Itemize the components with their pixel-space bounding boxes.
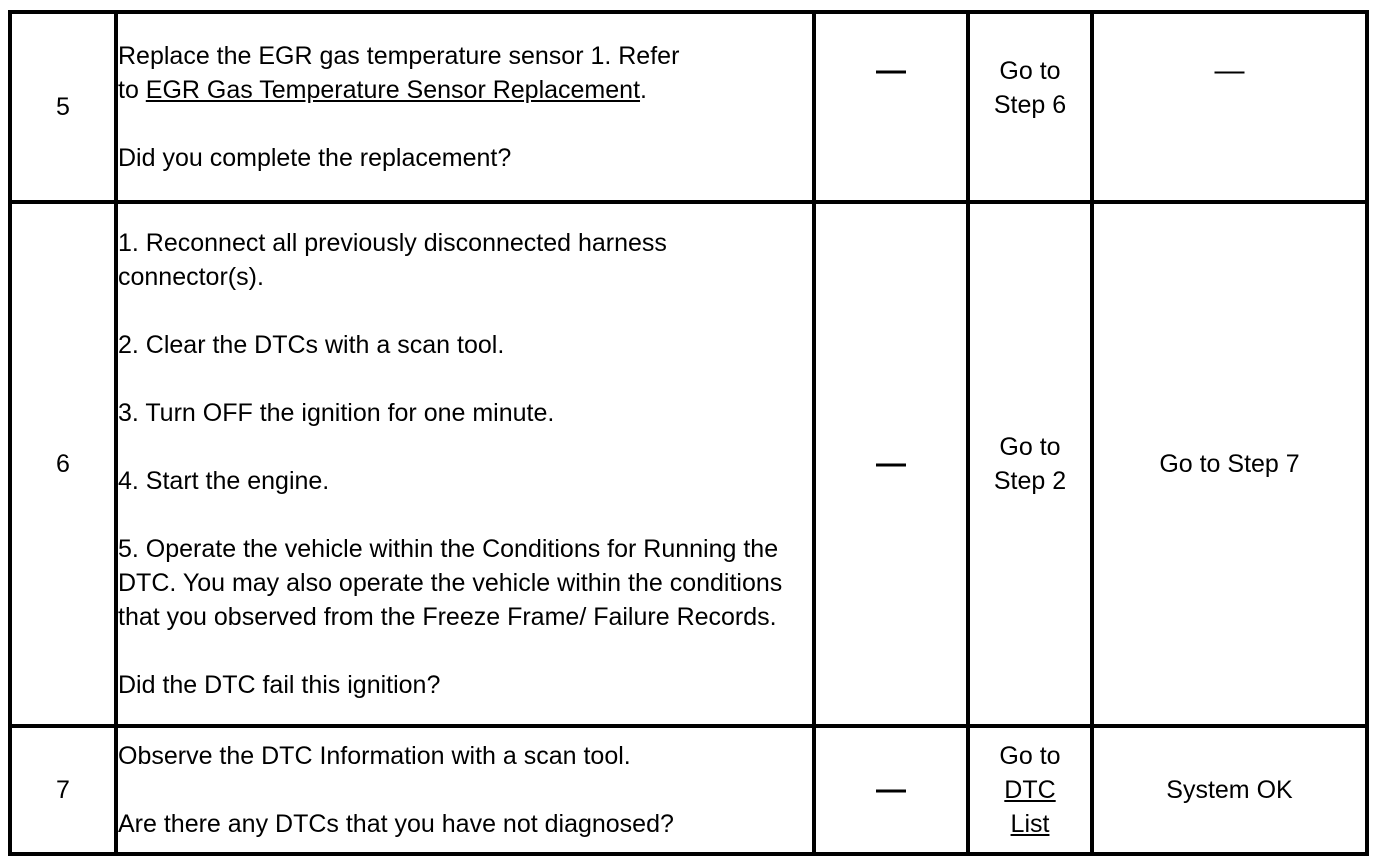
action-text: to EGR Gas Temperature Sensor Replacement. — [118, 76, 647, 104]
no-cell: — — [1092, 12, 1367, 202]
value-cell: — — [814, 726, 968, 854]
no-cell: Go to Step 7 — [1092, 202, 1367, 726]
value-cell: — — [814, 12, 968, 202]
yes-text: Go to — [999, 742, 1061, 770]
action-text: Observe the DTC Information with a scan tool. — [118, 742, 631, 770]
yes-text: Go to — [999, 57, 1061, 85]
table-row-step-5 — [10, 12, 1367, 202]
yes-cell — [968, 726, 1092, 854]
action-item-1: 1. Reconnect all previously disconnected harness connector(s). — [118, 229, 667, 291]
dtc-list-link[interactable]: List — [1010, 810, 1050, 838]
action-cell — [116, 726, 814, 854]
yes-text: Go to — [999, 433, 1061, 461]
action-item-2: 2. Clear the DTCs with a scan tool. — [118, 331, 505, 359]
action-item-4: 4. Start the engine. — [118, 467, 330, 495]
egr-sensor-replacement-link[interactable]: EGR Gas Temperature Sensor Replacement — [145, 76, 641, 104]
step-number: 6 — [10, 202, 116, 726]
action-item-3: 3. Turn OFF the ignition for one minute. — [118, 399, 555, 427]
action-cell — [116, 202, 814, 726]
action-item-5: 5. Operate the vehicle within the Conditions for Running the DTC. You may also operate the vehicle within the conditions that you observed from the Freeze Frame/ Failure Records. — [118, 535, 783, 631]
dtc-list-link[interactable]: DTC — [1004, 776, 1056, 804]
yes-text: Step 6 — [993, 91, 1067, 119]
yes-cell — [968, 202, 1092, 726]
value-cell: — — [814, 202, 968, 726]
diagnostic-table — [8, 10, 1369, 856]
yes-text: Step 2 — [993, 467, 1067, 495]
step-number: 5 — [10, 12, 116, 202]
step-number: 7 — [10, 726, 116, 854]
table-row-step-6 — [10, 202, 1367, 726]
action-question: Did you complete the replacement? — [118, 144, 512, 172]
action-cell — [116, 12, 814, 202]
no-cell: System OK — [1092, 726, 1367, 854]
action-text: Replace the EGR gas temperature sensor 1. Refer — [118, 42, 680, 70]
action-question: Are there any DTCs that you have not diagnosed? — [118, 810, 674, 838]
action-question: Did the DTC fail this ignition? — [118, 671, 441, 699]
yes-cell — [968, 12, 1092, 202]
table-row-step-7 — [10, 726, 1367, 854]
